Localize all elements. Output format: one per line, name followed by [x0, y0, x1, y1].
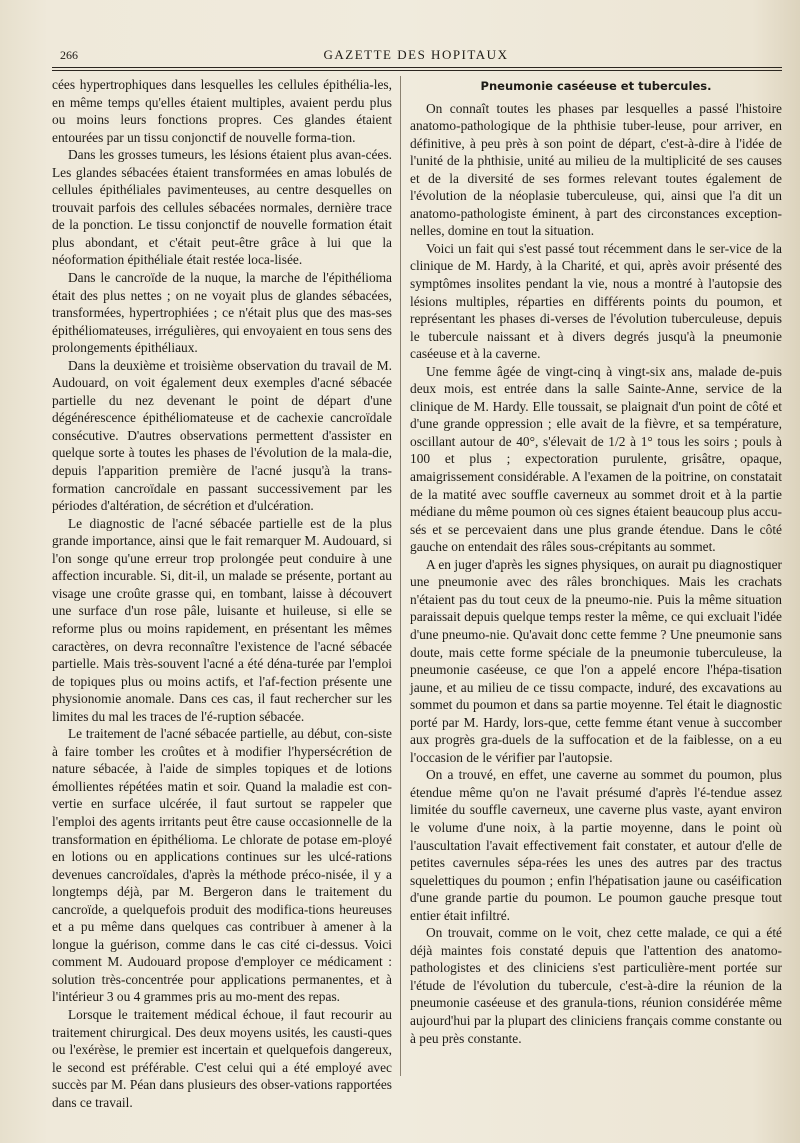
left-paragraph: Lorsque le traitement médical échoue, il faut recourir au traitement chirurgical. Des deux moyens usités, les causti-ques ou l'exérèse, le premier est incertain et quelquefois dangereux, le second est préférable. C'est celui qui a été employé avec succès par M. Péan dans plusieurs des obser-vations rapportées dans ce travail.: [52, 1006, 392, 1110]
left-paragraph: Le diagnostic de l'acné sébacée partielle est de la plus grande importance, ainsi que le fait remarquer M. Audouard, si l'on songe qu'une erreur trop prolongée peut conduire à une affection incurable. Si, dit-il, un malade se présente, portant au visage une croûte grasse qui, en tombant, laisse à découvert une surface d'un rose pâle, luisante et huileuse, si elle se reforme plus ou moins rapidement, en présentant les mêmes caractères, on devra reconnaître l'existence de l'acné sébacée partielle. Mais très-souvent l'acné a été déna-turée par l'emploi de topiques plus ou moins actifs, et l'af-fection présente une physionomie anomale. Dans ces cas, il faut rechercher sur les limites du mal les traces de l'é-ruption sébacée.: [52, 515, 392, 724]
left-paragraph: Dans la deuxième et troisième observation du travail de M. Audouard, on voit également deux exemples d'acné sébacée partielle du nez devenant le point de départ d'une dégénérescence épithéliomateuse et de cachexie cancroïdale consécutive. D'autres observations permettent d'assister en quelque sorte à toutes les phases de l'évolution de la mala-die, depuis l'apparition première de l'acné jusqu'à la trans-formation cancroïdale en passant successivement par les périodes d'altération, de sécrétion et d'ulcération.: [52, 357, 392, 514]
left-column: [52, 76, 392, 1111]
section-heading: Pneumonie caséeuse et tubercules.: [480, 79, 712, 93]
right-paragraph: Voici un fait qui s'est passé tout récemment dans le ser-vice de la clinique de M. Hardy, à la Charité, et qui, après avoir présenté des symptômes insolites pendant la vie, nous a montré à l'autopsie des lésions multiples, réparties en différents points du poumon, et représentant les phases di-verses de l'évolution tuberculeuse, depuis le tubercule naissant et à divers degrés jusqu'à la pneumonie caséeuse et à la caverne.: [410, 240, 782, 362]
left-paragraph: cées hypertrophiques dans lesquelles les cellules épithélia-les, en même temps qu'elles étaient multiples, avaient perdu plus ou moins leurs fonctions propres. Ces glandes étaient entourées par un tissu conjonctif de nouvelle forma-tion.: [52, 77, 392, 145]
right-column: [410, 76, 782, 1047]
right-paragraph: On a trouvé, en effet, une caverne au sommet du poumon, plus étendue même qu'on ne l'avait présumé d'après l'é-tendue assez limitée du souffle caverneux, une caverne plus vaste, ayant environ le volume d'une noix, à la partie moyenne, dans le point où l'auscultation l'avait effectivement fait constater, et autour d'elle de petites cavernules sépa-rées les unes des autres par des tractus squelettiques du poumon ; enfin l'hépatisation jaune ou caséification d'une grande partie du poumon. Le poumon gauche presque tout entier était infiltré.: [410, 767, 782, 923]
left-paragraph: Le traitement de l'acné sébacée partielle, au début, con-siste à faire tomber les croûtes et à modifier l'hypersécrétion de nature sébacée, à l'aide de simples topiques et de lotions émollientes répétées matin et soir. Quand la maladie est con-vertie en surface ulcérée, il faut surtout se rappeler que l'emploi des agents irritants peut être cause occasionnelle de la transformation en épithélioma. Le chlorate de potase em-ployé en lotions ou en applications continues sur les ulcé-rations devenues cancroïdales, d'après la méthode préco-nisée, il y a longtemps déjà, par M. Bergeron dans le traitement du cancroïde, a quelquefois produit des modifica-tions heureuses et a pu même dans quelques cas contribuer à amener à la longue la guérison, comme dans le cas cité ci-dessus. Voici comment M. Audouard propose d'employer ce médicament : solution très-concentrée pour applications permanentes, et à l'intérieur 3 ou 4 grammes pris au mo-ment des repas.: [52, 726, 392, 1005]
right-paragraph: A en juger d'après les signes physiques, on aurait pu diagnostiquer une pneumonie avec des râles bronchiques. Mais les crachats n'étaient pas du tout ceux de la pneumo-nie. Puis la même situation paraissait depuis quelque temps rester la même, ce qui excluait l'idée d'une pneumo-nie. Qu'avait donc cette femme ? Une pneumonie sans doute, mais cette forme spéciale de la pneumonie tuberculeuse, la pneumonie caséeuse, ce que l'on a appelé encore l'hépa-tisation jaune, et au milieu de ce tissu compacte, induré, des excavations au sommet du poumon et dans sa partie moyenne. Tel était le diagnostic porté par M. Hardy, lors-que, cette femme étant venue à succomber aux progrès gra-duels de la suffocation et de la faiblesse, on a eu l'occasion de le vérifier par l'autopsie.: [410, 556, 782, 765]
right-paragraph: On connaît toutes les phases par lesquelles a passé l'histoire anatomo-pathologique de la phthisie tuber-leuse, pour arriver, en définitive, à peu près à son point de départ, c'est-à-dire à l'idée de l'unité de la phthisie, unité au milieu de la multiplicité de ses causes et de la diversité de ses formes relevant toutes également de l'évolution de la néoplasie tuberculeuse, qui, ainsi que l'a dit un anatomo-pathologiste éminent, à part des circonstances exception-nelles, domine en tout la situation.: [410, 100, 782, 239]
page-number: 266: [60, 48, 78, 62]
column-divider: [400, 76, 401, 1076]
header-rule-bottom: [52, 70, 782, 71]
left-paragraph: Dans les grosses tumeurs, les lésions étaient plus avan-cées. Les glandes sébacées étaient transformées en amas lobulés de cellules épithéliales pavimenteuses, au centre desquelles on trouvait parfois des cellules sébacées normales, dernière trace de la ponction. Le tissu conjonctif de nouvelle formation était plus abondant, et c'était peut-être grâce à lui que la néoformation épithéliale était restée loca-lisée.: [52, 147, 392, 268]
page-header: [52, 44, 780, 64]
header-rule-top: [52, 67, 782, 68]
left-paragraph: Dans le cancroïde de la nuque, la marche de l'épithélioma était des plus nettes ; on ne voyait plus de glandes sébacées, transformées, hypertrophiées ; ce n'était plus que des mas-ses épithéliomateuses, irrégulières, qui envoyaient en tous sens des prolongements épithéliaux.: [52, 270, 392, 356]
right-paragraph: On trouvait, comme on le voit, chez cette malade, ce qui a été déjà maintes fois constaté depuis que l'attention des anatomo-pathologistes et des cliniciens s'est particulière-ment portée sur l'étude de l'évolution du tubercule, c'est-à-dire la réunion de la pneumonie caséeuse et des granula-tions, réunion considérée même aujourd'hui par la plupart des cliniciens français comme constante ou à peu près constante.: [410, 925, 782, 1046]
right-paragraph: Une femme âgée de vingt-cinq à vingt-six ans, malade de-puis deux mois, est entrée dans la salle Sainte-Anne, service de la clinique de M. Hardy. Elle toussait, se plaignait d'un point de côté et d'une grande oppression ; elle avait de la fièvre, et sa température, oscillant autour de 40°, s'élevait de 1/2 à 1° tous les soirs ; pouls à 100 et plus ; expectoration purulente, grisâtre, opaque, amaigrissement considérable. A l'examen de la poitrine, on constatait de la matité avec souffle caverneux au sommet droit et à la partie médiane du même poumon où ces signes étaient beaucoup plus accu-sés et se percevaient dans une plus grande étendue. Dans le côté gauche on entendait des râles sous-crépitants au sommet.: [410, 363, 782, 555]
journal-title: GAZETTE DES HOPITAUX: [323, 47, 509, 62]
